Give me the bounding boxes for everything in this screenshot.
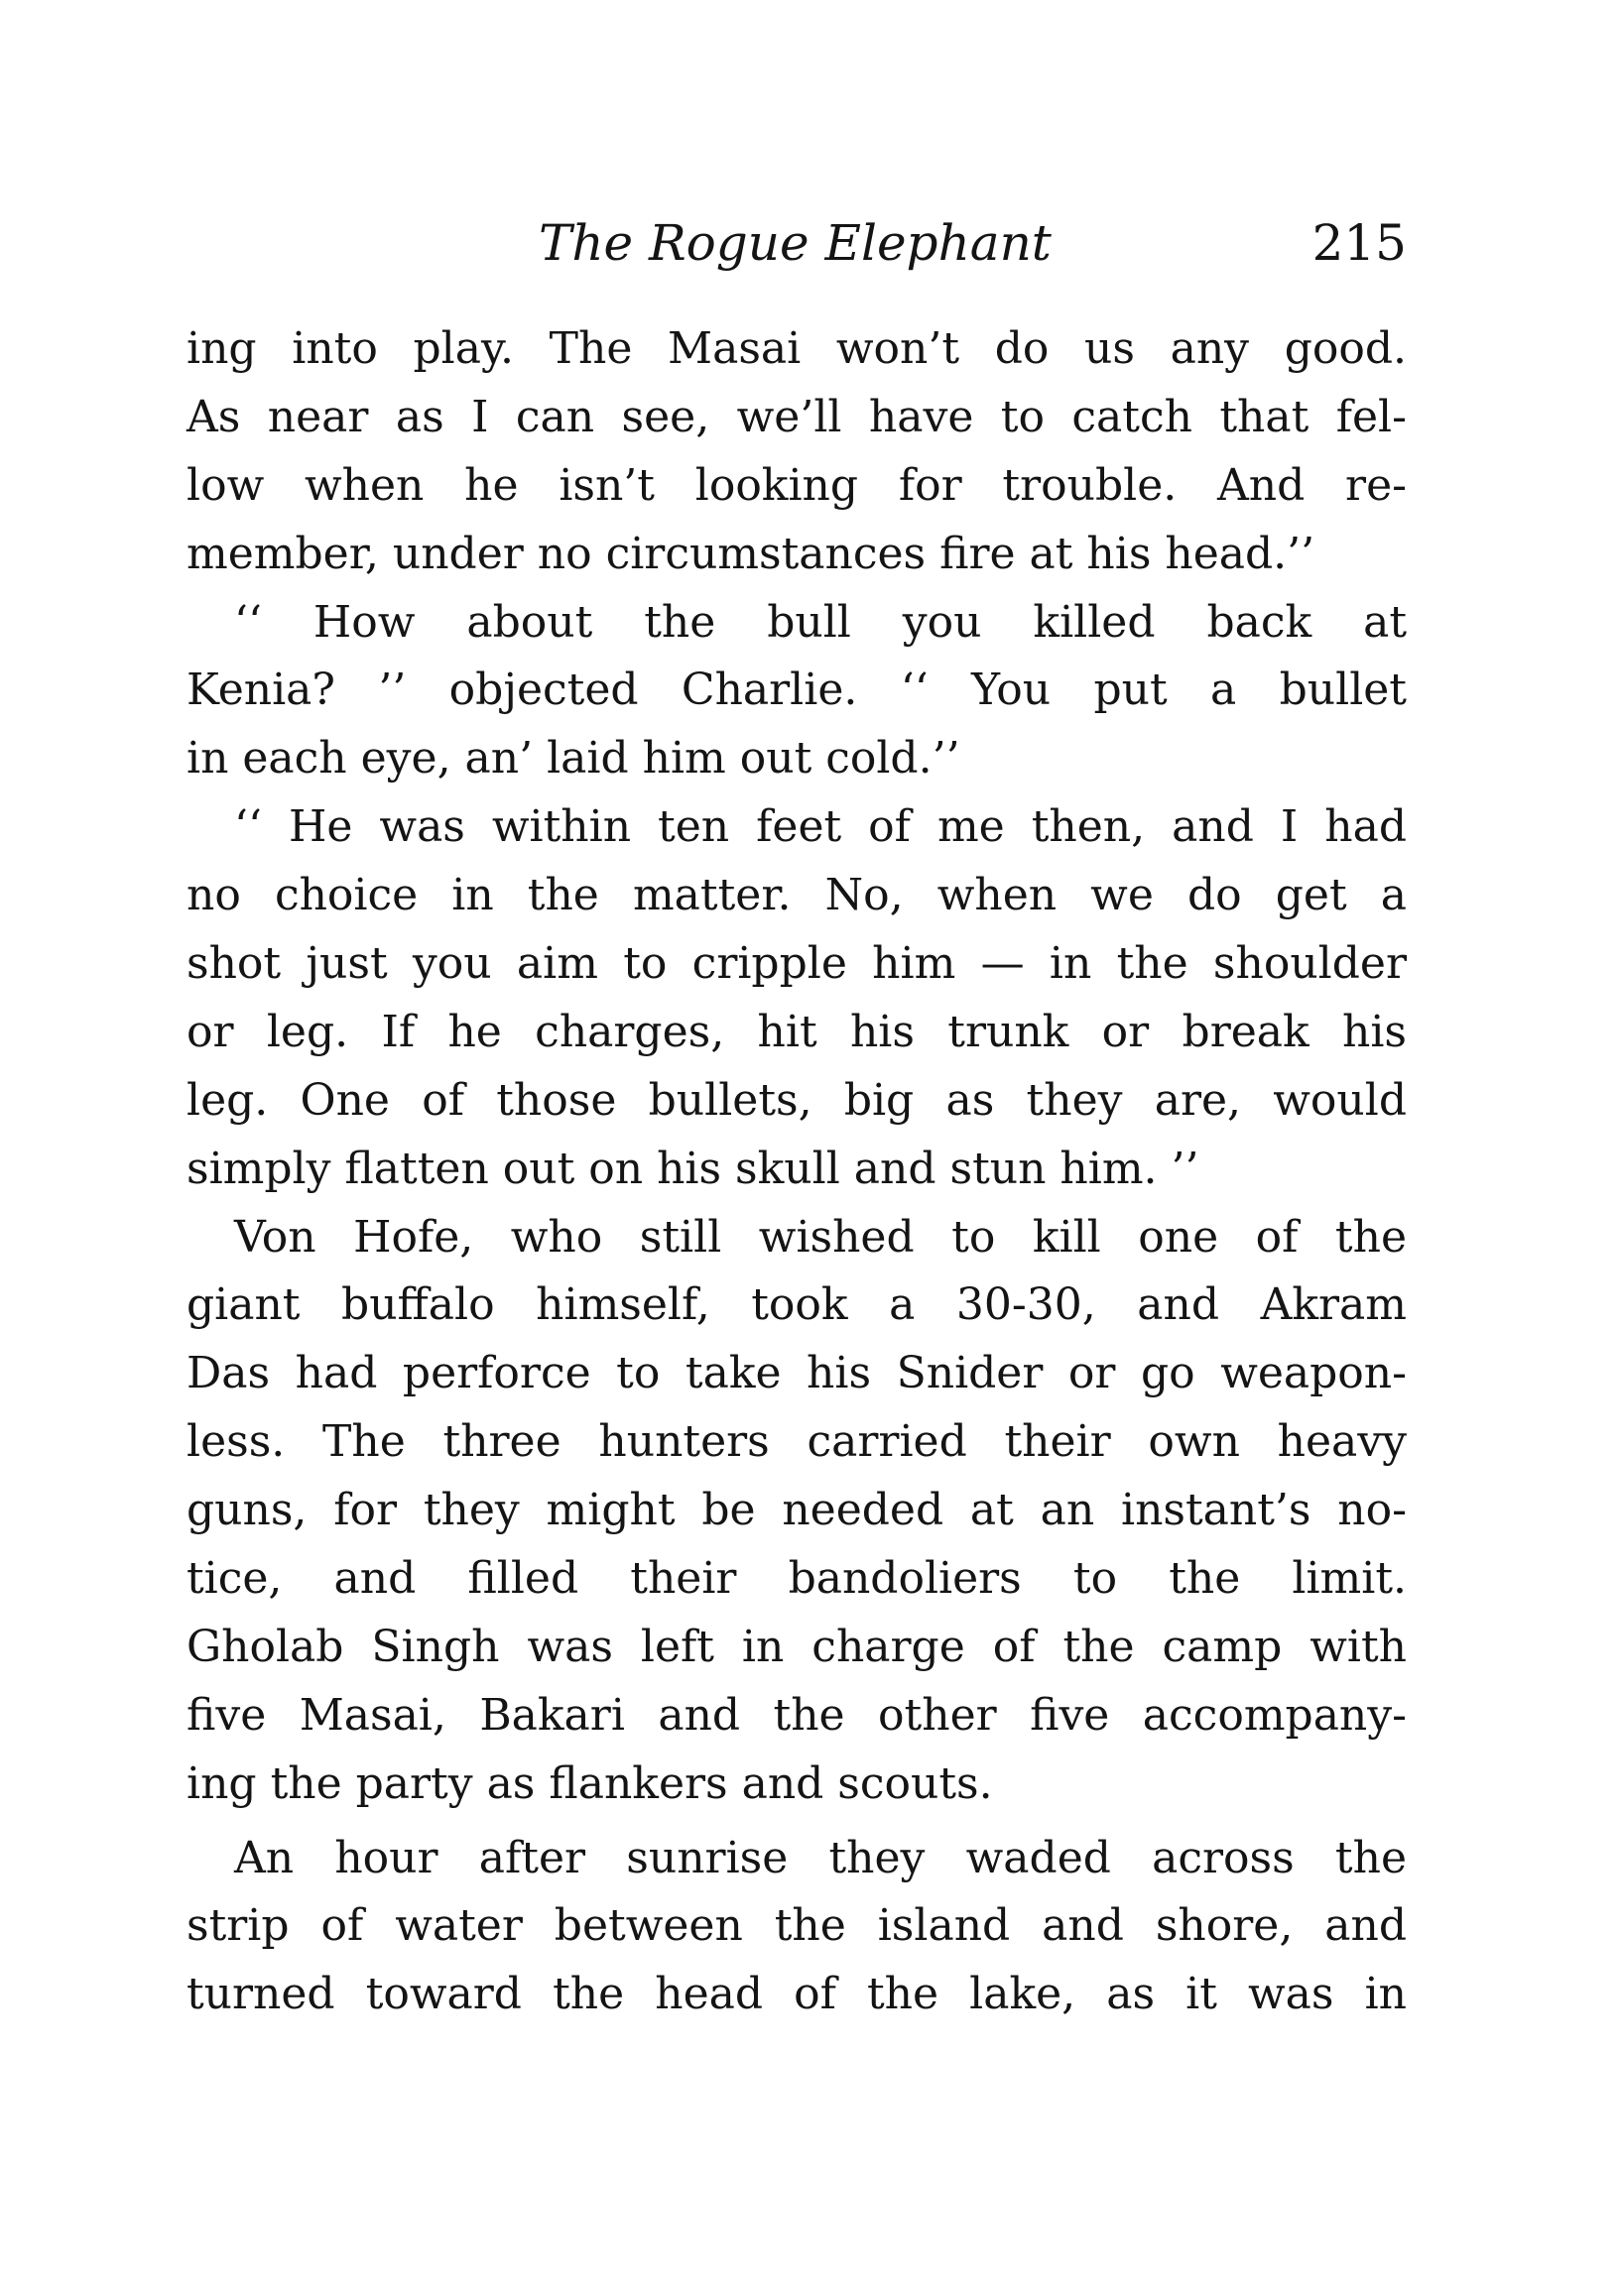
text-line: or leg. If he charges, hit his trunk or break his — [187, 1006, 1407, 1057]
text-line: giant buffalo himself, took a 30-30, and Akram — [187, 1279, 1407, 1331]
text-line: no choice in the matter. No, when we do get a — [187, 870, 1407, 921]
text-line: Das had perforce to take his Snider or go weapon- — [187, 1348, 1407, 1399]
text-line: ‘‘ He was within ten feet of me then, and I had — [234, 801, 1407, 853]
text-line: in each eye, an’ laid him out cold.’’ — [187, 733, 960, 785]
text-line: As near as I can see, we’ll have to catch that fel- — [187, 391, 1407, 442]
text-line: An hour after sunrise they waded across the — [234, 1832, 1407, 1883]
text-line: Kenia? ’’ objected Charlie. ‘‘ You put a bullet — [187, 665, 1407, 716]
page-number: 215 — [1311, 214, 1407, 272]
text-line: ‘‘ How about the bull you killed back at — [234, 596, 1407, 648]
text-line: Gholab Singh was left in charge of the camp with — [187, 1621, 1407, 1672]
text-line: tice, and filled their bandoliers to the limit. — [187, 1553, 1407, 1605]
running-head-title: The Rogue Elephant — [539, 214, 1052, 272]
text-line: low when he isn’t looking for trouble. And re- — [187, 459, 1407, 511]
body-text — [187, 315, 1407, 2029]
text-line: five Masai, Bakari and the other five accompany- — [187, 1689, 1407, 1741]
running-head — [187, 203, 1407, 283]
text-line: ing into play. The Masai won’t do us any good. — [187, 323, 1407, 374]
text-line: turned toward the head of the lake, as it was in — [187, 1969, 1407, 2020]
text-line: Von Hofe, who still wished to kill one of the — [234, 1211, 1407, 1263]
text-line: strip of water between the island and shore, and — [187, 1900, 1407, 1952]
text-line: ing the party as flankers and scouts. — [187, 1757, 993, 1809]
text-line: shot just you aim to cripple him — in the shoulder — [187, 938, 1407, 990]
text-line: guns, for they might be needed at an instant’s no- — [187, 1485, 1407, 1536]
text-line: member, under no circumstances fire at his head.’’ — [187, 528, 1315, 579]
text-line: simply flatten out on his skull and stun him. ’’ — [187, 1143, 1199, 1194]
text-line: less. The three hunters carried their own heavy — [187, 1416, 1407, 1468]
text-line: leg. One of those bullets, big as they are, would — [187, 1074, 1407, 1126]
